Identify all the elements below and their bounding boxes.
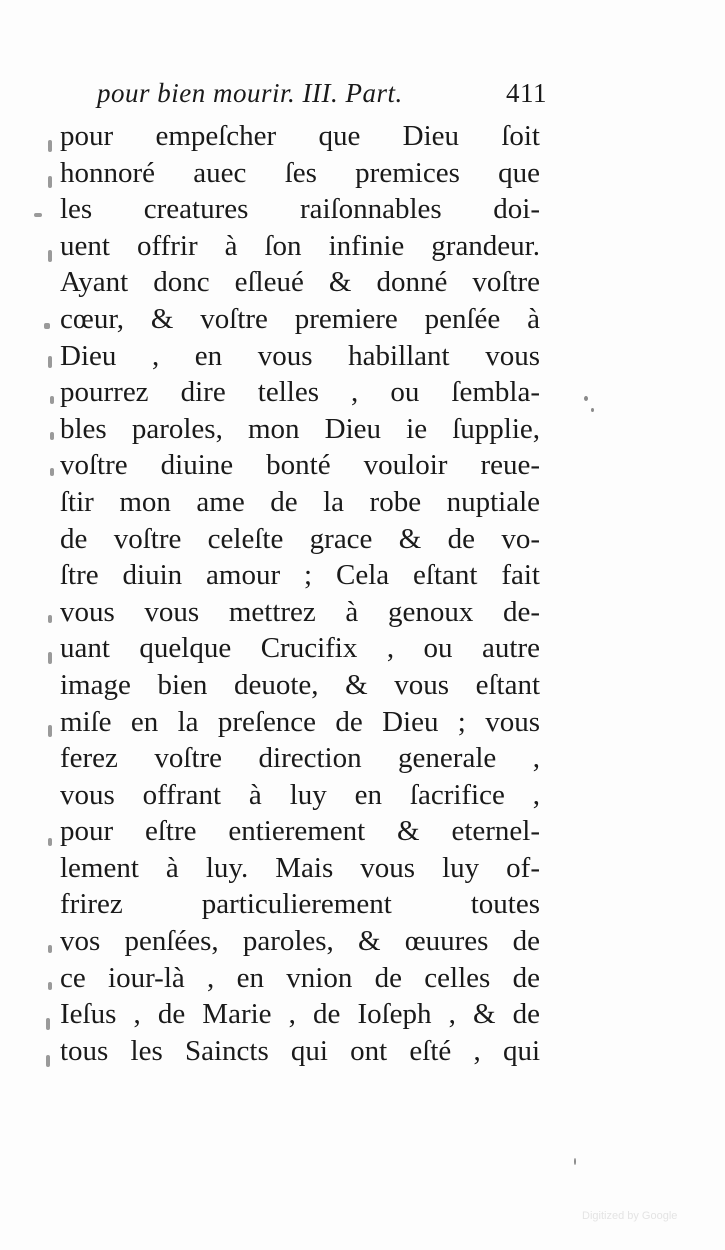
margin-mark: [48, 945, 52, 953]
text-line: de voſtre celeſte grace & de vo-: [60, 522, 540, 555]
margin-mark: [48, 652, 52, 664]
margin-mark: [50, 468, 54, 476]
text-line: vous offrant à luy en ſacrifice ,: [60, 778, 540, 811]
text-line: tous les Saincts qui ont eſté , qui: [60, 1034, 540, 1067]
margin-mark: [48, 982, 52, 990]
running-head-title: pour bien mourir. III. Part.: [97, 78, 403, 108]
margin-mark: [48, 250, 52, 262]
text-line: cœur, & voſtre premiere penſée à: [60, 302, 540, 335]
margin-mark: [48, 725, 52, 737]
text-line: image bien deuote, & vous eſtant: [60, 668, 540, 701]
watermark-text: Digitized by Google: [582, 1210, 678, 1222]
page-number: 411: [506, 78, 547, 108]
text-line: vos penſées, paroles, & œuures de: [60, 925, 540, 958]
text-line: vous vous mettrez à genoux de-: [60, 595, 540, 628]
margin-mark: [34, 213, 42, 217]
text-line: uant quelque Crucifix , ou autre: [60, 632, 540, 665]
margin-mark: [48, 615, 52, 623]
text-line: voſtre diuine bonté vouloir reue-: [60, 449, 540, 482]
margin-mark: [48, 140, 52, 152]
text-line: miſe en la preſence de Dieu ; vous: [60, 705, 540, 738]
text-line: bles paroles, mon Dieu ie ſupplie,: [60, 412, 540, 445]
page-speck: [591, 408, 594, 412]
text-line: uent offrir à ſon infinie grandeur.: [60, 229, 540, 262]
text-line: les creatures raiſonnables doi-: [60, 193, 540, 226]
text-line: ſtir mon ame de la robe nuptiale: [60, 485, 540, 518]
page-speck: [574, 1158, 576, 1165]
margin-mark: [46, 1055, 50, 1067]
margin-mark: [48, 838, 52, 846]
text-line: lement à luy. Mais vous luy of-: [60, 851, 540, 884]
margin-mark: [44, 323, 50, 329]
body-text: [60, 118, 540, 1069]
margin-mark: [50, 432, 54, 440]
text-line: frirez particulierement toutes: [60, 888, 540, 921]
margin-mark: [46, 1018, 50, 1030]
text-line: pourrez dire telles , ou ſembla-: [60, 376, 540, 409]
margin-mark: [48, 176, 52, 188]
text-line: Ieſus , de Marie , de Ioſeph , & de: [60, 998, 540, 1031]
text-line: pour empeſcher que Dieu ſoit: [60, 120, 540, 152]
page-speck: [584, 396, 588, 401]
running-head: [97, 78, 547, 118]
text-line: pour eſtre entierement & eternel-: [60, 815, 540, 848]
text-line: Ayant donc eſleué & donné voſtre: [60, 266, 540, 299]
text-line: Dieu , en vous habillant vous: [60, 339, 540, 372]
text-line: honnoré auec ſes premices que: [60, 156, 540, 189]
text-line: ce iour-là , en vnion de celles de: [60, 961, 540, 994]
margin-mark: [50, 396, 54, 404]
text-line: ferez voſtre direction generale ,: [60, 742, 540, 775]
text-line: ſtre diuin amour ; Cela eſtant fait: [60, 559, 540, 592]
margin-mark: [48, 356, 52, 368]
